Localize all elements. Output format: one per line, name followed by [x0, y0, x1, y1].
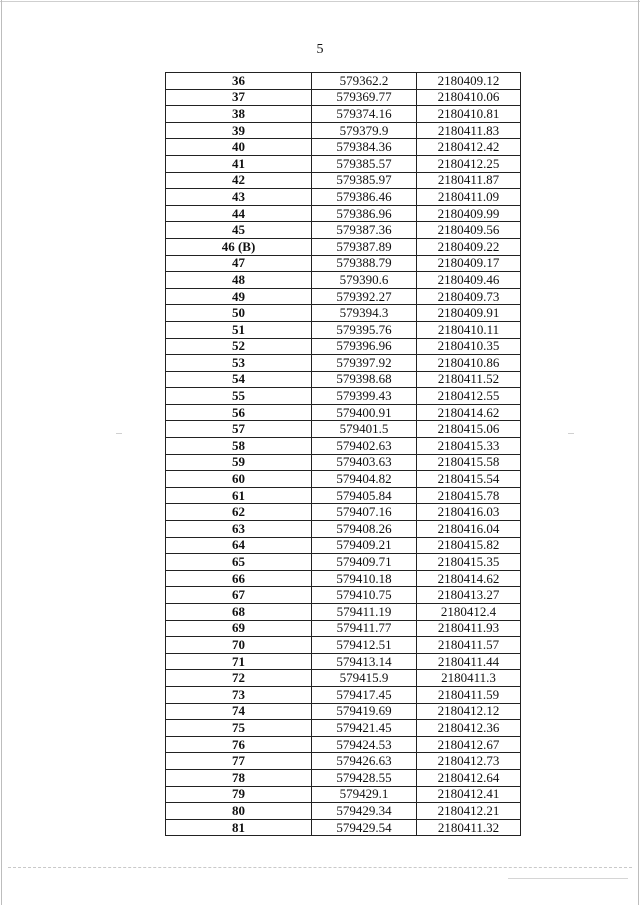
coordinates-table-body [166, 73, 521, 836]
table-row [166, 404, 521, 421]
table-row [166, 371, 521, 388]
table-row [166, 288, 521, 305]
table-row [166, 122, 521, 139]
table-row [166, 471, 521, 488]
point-number-cell: 48 [166, 272, 312, 289]
x-coordinate-cell: 579374.16 [312, 106, 417, 123]
point-number-cell: 47 [166, 255, 312, 272]
x-coordinate-cell: 579388.79 [312, 255, 417, 272]
point-number-cell: 65 [166, 554, 312, 571]
scan-bottom-line [508, 878, 628, 879]
scan-mark-right [568, 433, 574, 434]
y-coordinate-cell: 2180409.46 [417, 272, 521, 289]
table-row [166, 438, 521, 455]
x-coordinate-cell: 579387.89 [312, 238, 417, 255]
table-row [166, 172, 521, 189]
scan-right-edge [638, 0, 639, 905]
table-row [166, 753, 521, 770]
x-coordinate-cell: 579413.14 [312, 653, 417, 670]
point-number-cell: 77 [166, 753, 312, 770]
y-coordinate-cell: 2180411.83 [417, 122, 521, 139]
x-coordinate-cell: 579410.18 [312, 570, 417, 587]
table-row [166, 803, 521, 820]
point-number-cell: 68 [166, 604, 312, 621]
table-row [166, 504, 521, 521]
x-coordinate-cell: 579398.68 [312, 371, 417, 388]
y-coordinate-cell: 2180415.54 [417, 471, 521, 488]
y-coordinate-cell: 2180409.99 [417, 205, 521, 222]
y-coordinate-cell: 2180414.62 [417, 570, 521, 587]
x-coordinate-cell: 579400.91 [312, 404, 417, 421]
table-row [166, 819, 521, 836]
x-coordinate-cell: 579409.21 [312, 537, 417, 554]
point-number-cell: 79 [166, 786, 312, 803]
table-row [166, 736, 521, 753]
y-coordinate-cell: 2180416.03 [417, 504, 521, 521]
y-coordinate-cell: 2180411.52 [417, 371, 521, 388]
y-coordinate-cell: 2180411.44 [417, 653, 521, 670]
point-number-cell: 52 [166, 338, 312, 355]
x-coordinate-cell: 579390.6 [312, 272, 417, 289]
x-coordinate-cell: 579379.9 [312, 122, 417, 139]
table-row [166, 321, 521, 338]
y-coordinate-cell: 2180411.59 [417, 686, 521, 703]
x-coordinate-cell: 579429.54 [312, 819, 417, 836]
point-number-cell: 60 [166, 471, 312, 488]
x-coordinate-cell: 579407.16 [312, 504, 417, 521]
point-number-cell: 50 [166, 305, 312, 322]
x-coordinate-cell: 579417.45 [312, 686, 417, 703]
x-coordinate-cell: 579386.46 [312, 189, 417, 206]
point-number-cell: 57 [166, 421, 312, 438]
x-coordinate-cell: 579412.51 [312, 637, 417, 654]
table-row [166, 238, 521, 255]
y-coordinate-cell: 2180410.06 [417, 89, 521, 106]
point-number-cell: 80 [166, 803, 312, 820]
point-number-cell: 66 [166, 570, 312, 587]
table-row [166, 620, 521, 637]
x-coordinate-cell: 579424.53 [312, 736, 417, 753]
x-coordinate-cell: 579415.9 [312, 670, 417, 687]
y-coordinate-cell: 2180411.87 [417, 172, 521, 189]
point-number-cell: 78 [166, 769, 312, 786]
point-number-cell: 69 [166, 620, 312, 637]
table-row [166, 786, 521, 803]
x-coordinate-cell: 579401.5 [312, 421, 417, 438]
y-coordinate-cell: 2180414.62 [417, 404, 521, 421]
x-coordinate-cell: 579403.63 [312, 454, 417, 471]
coordinates-table [165, 72, 521, 836]
x-coordinate-cell: 579362.2 [312, 73, 417, 90]
point-number-cell: 81 [166, 819, 312, 836]
point-number-cell: 76 [166, 736, 312, 753]
point-number-cell: 42 [166, 172, 312, 189]
scan-mark-left [116, 433, 122, 434]
point-number-cell: 61 [166, 487, 312, 504]
table-row [166, 388, 521, 405]
table-row [166, 139, 521, 156]
point-number-cell: 58 [166, 438, 312, 455]
x-coordinate-cell: 579404.82 [312, 471, 417, 488]
table-row [166, 637, 521, 654]
scan-top-edge [0, 1, 640, 2]
y-coordinate-cell: 2180412.4 [417, 604, 521, 621]
x-coordinate-cell: 579408.26 [312, 521, 417, 538]
table-row [166, 106, 521, 123]
table-row [166, 670, 521, 687]
y-coordinate-cell: 2180409.56 [417, 222, 521, 239]
table-row [166, 189, 521, 206]
point-number-cell: 53 [166, 355, 312, 372]
y-coordinate-cell: 2180410.86 [417, 355, 521, 372]
point-number-cell: 46 (В) [166, 238, 312, 255]
y-coordinate-cell: 2180415.78 [417, 487, 521, 504]
x-coordinate-cell: 579386.96 [312, 205, 417, 222]
table-row [166, 73, 521, 90]
table-row [166, 521, 521, 538]
page-number: 5 [316, 42, 324, 57]
y-coordinate-cell: 2180415.06 [417, 421, 521, 438]
x-coordinate-cell: 579429.34 [312, 803, 417, 820]
point-number-cell: 37 [166, 89, 312, 106]
table-row [166, 272, 521, 289]
point-number-cell: 45 [166, 222, 312, 239]
table-row [166, 355, 521, 372]
table-row [166, 686, 521, 703]
point-number-cell: 64 [166, 537, 312, 554]
y-coordinate-cell: 2180411.09 [417, 189, 521, 206]
x-coordinate-cell: 579392.27 [312, 288, 417, 305]
point-number-cell: 73 [166, 686, 312, 703]
point-number-cell: 36 [166, 73, 312, 90]
point-number-cell: 54 [166, 371, 312, 388]
y-coordinate-cell: 2180412.42 [417, 139, 521, 156]
x-coordinate-cell: 579395.76 [312, 321, 417, 338]
y-coordinate-cell: 2180410.81 [417, 106, 521, 123]
point-number-cell: 67 [166, 587, 312, 604]
x-coordinate-cell: 579410.75 [312, 587, 417, 604]
x-coordinate-cell: 579387.36 [312, 222, 417, 239]
table-row [166, 421, 521, 438]
y-coordinate-cell: 2180415.82 [417, 537, 521, 554]
table-row [166, 89, 521, 106]
x-coordinate-cell: 579421.45 [312, 720, 417, 737]
y-coordinate-cell: 2180412.12 [417, 703, 521, 720]
point-number-cell: 56 [166, 404, 312, 421]
point-number-cell: 41 [166, 155, 312, 172]
table-row [166, 604, 521, 621]
point-number-cell: 74 [166, 703, 312, 720]
point-number-cell: 44 [166, 205, 312, 222]
point-number-cell: 51 [166, 321, 312, 338]
x-coordinate-cell: 579411.77 [312, 620, 417, 637]
table-row [166, 570, 521, 587]
y-coordinate-cell: 2180412.25 [417, 155, 521, 172]
table-row [166, 554, 521, 571]
y-coordinate-cell: 2180410.35 [417, 338, 521, 355]
x-coordinate-cell: 579426.63 [312, 753, 417, 770]
y-coordinate-cell: 2180412.21 [417, 803, 521, 820]
y-coordinate-cell: 2180409.91 [417, 305, 521, 322]
y-coordinate-cell: 2180412.41 [417, 786, 521, 803]
x-coordinate-cell: 579384.36 [312, 139, 417, 156]
point-number-cell: 40 [166, 139, 312, 156]
x-coordinate-cell: 579402.63 [312, 438, 417, 455]
y-coordinate-cell: 2180412.36 [417, 720, 521, 737]
y-coordinate-cell: 2180412.64 [417, 769, 521, 786]
y-coordinate-cell: 2180413.27 [417, 587, 521, 604]
table-row [166, 205, 521, 222]
table-row [166, 338, 521, 355]
y-coordinate-cell: 2180411.93 [417, 620, 521, 637]
y-coordinate-cell: 2180411.3 [417, 670, 521, 687]
point-number-cell: 72 [166, 670, 312, 687]
point-number-cell: 59 [166, 454, 312, 471]
table-row [166, 487, 521, 504]
x-coordinate-cell: 579396.96 [312, 338, 417, 355]
point-number-cell: 62 [166, 504, 312, 521]
x-coordinate-cell: 579399.43 [312, 388, 417, 405]
y-coordinate-cell: 2180409.73 [417, 288, 521, 305]
x-coordinate-cell: 579419.69 [312, 703, 417, 720]
y-coordinate-cell: 2180409.17 [417, 255, 521, 272]
table-row [166, 653, 521, 670]
y-coordinate-cell: 2180411.32 [417, 819, 521, 836]
y-coordinate-cell: 2180412.73 [417, 753, 521, 770]
x-coordinate-cell: 579394.3 [312, 305, 417, 322]
table-row [166, 537, 521, 554]
x-coordinate-cell: 579409.71 [312, 554, 417, 571]
point-number-cell: 75 [166, 720, 312, 737]
y-coordinate-cell: 2180416.04 [417, 521, 521, 538]
scan-left-edge [1, 0, 2, 905]
x-coordinate-cell: 579405.84 [312, 487, 417, 504]
y-coordinate-cell: 2180409.12 [417, 73, 521, 90]
x-coordinate-cell: 579428.55 [312, 769, 417, 786]
x-coordinate-cell: 579369.77 [312, 89, 417, 106]
scan-bottom-noise [8, 867, 632, 868]
x-coordinate-cell: 579385.57 [312, 155, 417, 172]
x-coordinate-cell: 579397.92 [312, 355, 417, 372]
y-coordinate-cell: 2180412.55 [417, 388, 521, 405]
y-coordinate-cell: 2180415.33 [417, 438, 521, 455]
x-coordinate-cell: 579411.19 [312, 604, 417, 621]
point-number-cell: 70 [166, 637, 312, 654]
point-number-cell: 71 [166, 653, 312, 670]
table-row [166, 305, 521, 322]
point-number-cell: 39 [166, 122, 312, 139]
table-row [166, 222, 521, 239]
x-coordinate-cell: 579429.1 [312, 786, 417, 803]
point-number-cell: 49 [166, 288, 312, 305]
table-row [166, 720, 521, 737]
y-coordinate-cell: 2180412.67 [417, 736, 521, 753]
table-row [166, 255, 521, 272]
point-number-cell: 63 [166, 521, 312, 538]
table-row [166, 155, 521, 172]
x-coordinate-cell: 579385.97 [312, 172, 417, 189]
point-number-cell: 38 [166, 106, 312, 123]
table-row [166, 587, 521, 604]
y-coordinate-cell: 2180415.35 [417, 554, 521, 571]
table-row [166, 769, 521, 786]
table-row [166, 454, 521, 471]
point-number-cell: 55 [166, 388, 312, 405]
y-coordinate-cell: 2180411.57 [417, 637, 521, 654]
y-coordinate-cell: 2180409.22 [417, 238, 521, 255]
point-number-cell: 43 [166, 189, 312, 206]
y-coordinate-cell: 2180415.58 [417, 454, 521, 471]
y-coordinate-cell: 2180410.11 [417, 321, 521, 338]
table-row [166, 703, 521, 720]
